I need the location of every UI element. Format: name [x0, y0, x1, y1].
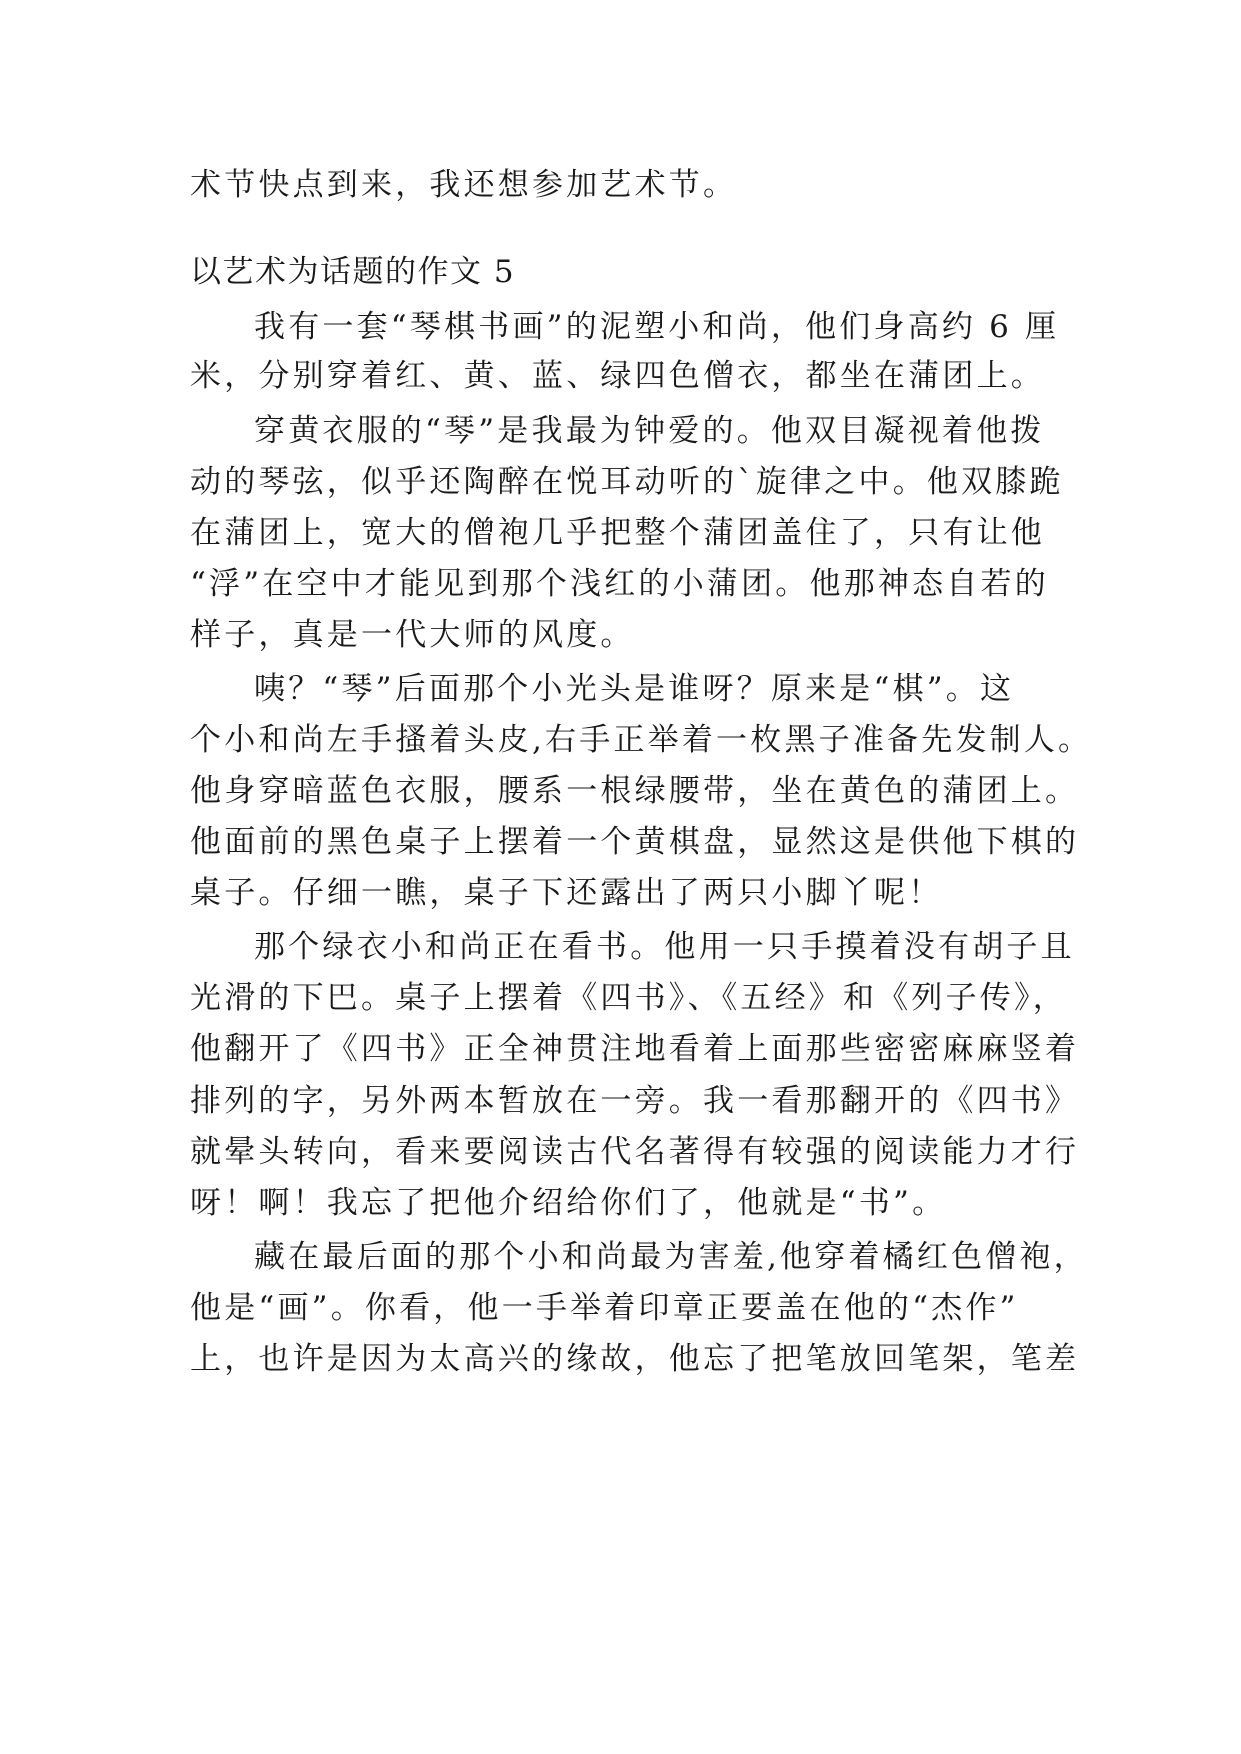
paragraph-line: 咦？“琴”后面那个小光头是谁呀？原来是“棋”。这 — [254, 671, 1015, 707]
paragraph-line: 他身穿暗蓝色衣服，腰系一根绿腰带，坐在黄色的蒲团上。 — [190, 773, 1080, 809]
paragraph-line: 米，分别穿着红、黄、蓝、绿四色僧衣，都坐在蒲团上。 — [190, 358, 1045, 394]
paragraph-line: 桌子。仔细一瞧，桌子下还露出了两只小脚丫呢！ — [190, 875, 943, 911]
paragraph-line: 呀！啊！我忘了把他介绍给你们了，他就是“书”。 — [190, 1185, 947, 1221]
paragraph-line: 排列的字，另外两本暂放在一旁。我一看那翻开的《四书》 — [190, 1083, 1080, 1119]
paragraph-line: 就晕头转向，看来要阅读古代名著得有较强的阅读能力才行 — [190, 1134, 1080, 1170]
paragraph-line: 穿黄衣服的“琴”是我最为钟爱的。他双目凝视着他拨 — [254, 413, 1045, 449]
text-line: 术节快点到来，我还想参加艺术节。 — [190, 167, 738, 203]
paragraph-line: 他面前的黑色桌子上摆着一个黄棋盘，显然这是供他下棋的 — [190, 824, 1080, 860]
paragraph-line: 在蒲团上，宽大的僧袍几乎把整个蒲团盖住了，只有让他 — [190, 515, 1045, 551]
paragraph-line: 他翻开了《四书》正全神贯注地看着上面那些密密麻麻竖着 — [190, 1031, 1080, 1067]
paragraph-line: 那个绿衣小和尚正在看书。他用一只手摸着没有胡子且 — [254, 929, 1075, 965]
paragraph-line: “浮”在空中才能见到那个浅红的小蒲团。他那神态自若的 — [190, 566, 1049, 602]
paragraph-line: 样子，真是一代大师的风度。 — [190, 617, 635, 653]
paragraph-line: 光滑的下巴。桌子上摆着《四书》、《五经》和《列子传》， — [190, 980, 1067, 1016]
paragraph-line: 藏在最后面的那个小和尚最为害羞,他穿着橘红色僧袍， — [254, 1239, 1088, 1275]
paragraph-line: 我有一套“琴棋书画”的泥塑小和尚，他们身高约 6 厘 — [254, 309, 1060, 345]
paragraph-line: 上，也许是因为太高兴的缘故，他忘了把笔放回笔架，笔差 — [190, 1341, 1080, 1377]
section-heading: 以艺术为话题的作文 5 — [190, 254, 516, 290]
paragraph-line: 动的琴弦，似乎还陶醉在悦耳动听的`旋律之中。他双膝跪 — [190, 464, 1064, 500]
paragraph-line: 个小和尚左手搔着头皮,右手正举着一枚黑子准备先发制人。 — [190, 722, 1093, 758]
paragraph-line: 他是“画”。你看，他一手举着印章正要盖在他的“杰作” — [190, 1290, 1019, 1326]
